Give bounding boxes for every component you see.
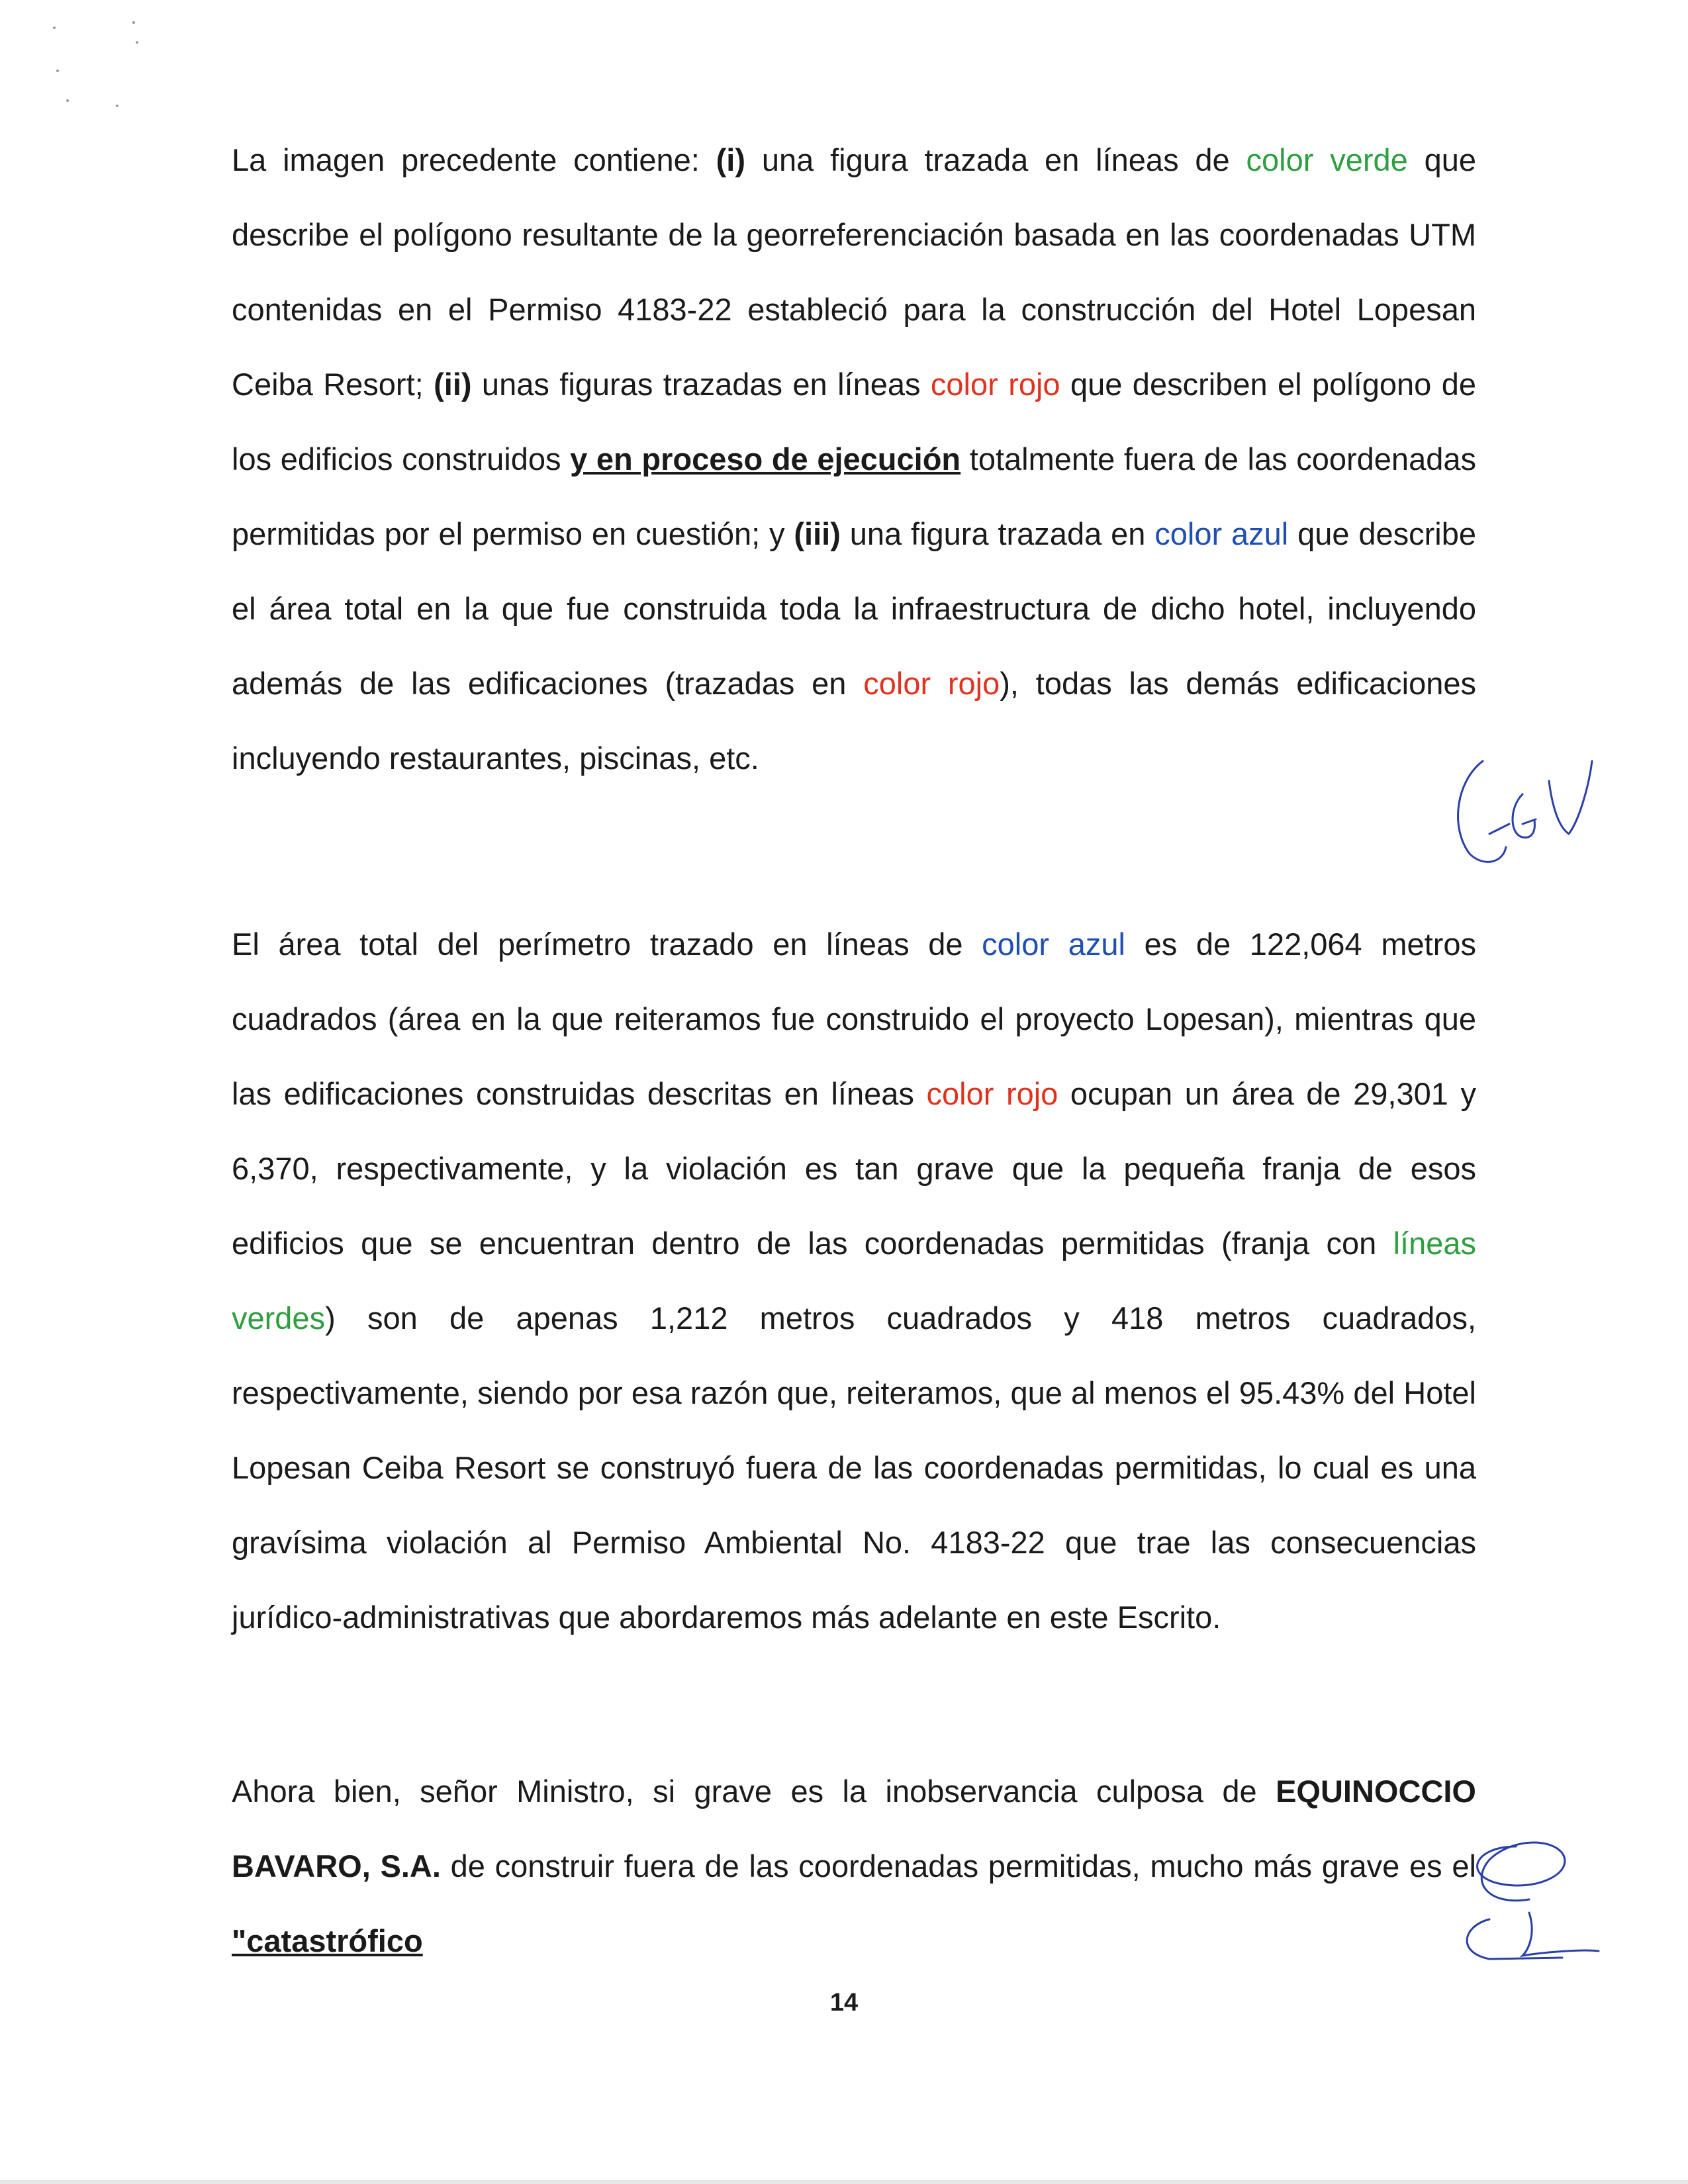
scan-speck [56,69,59,72]
emphasis-underlined: y en proceso de ejecución [570,441,961,477]
scan-speck [53,26,56,29]
page-number: 14 [829,1989,859,2017]
colored-term-red: color rojo [863,666,1000,701]
text-span: La imagen precedente contiene: [232,142,716,177]
text-span: totalmente fuera de las coordenadas permitidas por el permiso en cuestión; y [232,441,1476,551]
scan-edge [0,2180,1688,2184]
text-span: unas figuras trazadas en líneas [471,367,931,402]
text-span: ocupan un área de 29,301 y 6,370, respectivamente, y la violación es tan grave que la pequeña franja de esos edificios que se encuentran dentro de las coordenadas permitidas (franja con [232,1076,1476,1261]
handwritten-initials-signature [1443,754,1615,874]
scan-speck [66,99,69,102]
text-span: es de 122,064 metros cuadrados (área en la que reiteramos fue construido el proyecto Lopesan), mientras que las edificaciones construidas descritas en líneas [232,927,1476,1111]
text-span: ) son de apenas 1,212 metros cuadrados y 418 metros cuadrados, respectivamente, siendo por esa razón que, reiteramos, que al menos el 95.43% del Hotel Lopesan Ceiba Resort se construyó fuera de las coordenadas permitidas, lo cual es una gravísima violación al Permiso Ambiental No. 4183-22 que trae las consecuencias jurídico-administrativas que abordaremos más adelante en este Escrito. [232,1300,1476,1635]
text-span: una figura trazada en líneas de [745,142,1246,177]
scan-speck [116,105,118,107]
enumeration-label-i: (i) [716,142,746,177]
colored-term-blue: color azul [982,927,1125,962]
colored-term-green: líneas verdes [232,1226,1476,1336]
enumeration-label-ii: (ii) [434,367,472,402]
text-span: Ahora bien, señor Ministro, si grave es la inobservancia culposa de [232,1774,1276,1809]
handwritten-signature [1430,1833,1628,1979]
enumeration-label-iii: (iii) [794,516,841,551]
scan-speck [132,21,135,24]
text-span: de construir fuera de las coordenadas permitidas, mucho más grave es el [440,1848,1476,1884]
paragraph-3 [232,1754,1476,1978]
paragraph-1 [232,122,1476,796]
text-span: una figura trazada en [840,516,1155,551]
emphasis-underlined-quote: "catastrófico [232,1923,423,1958]
text-span: que describe el polígono resultante de la georreferenciación basada en las coordenadas UTM contenidas en el Permiso 4183-22 estableció para la construcción del Hotel Lopesan Ceiba Resort; [232,142,1477,402]
text-span: que describe el área total en la que fue construida toda la infraestructura de dicho hotel, incluyendo además de las edificaciones (trazadas en [232,516,1476,701]
paragraph-2 [232,907,1476,1655]
colored-term-blue: color azul [1154,516,1289,551]
scan-speck [136,41,138,44]
text-span: ), todas las demás edificaciones incluyendo restaurantes, piscinas, etc. [232,666,1476,776]
text-span: El área total del perímetro trazado en líneas de [232,927,982,962]
company-name: EQUINOCCIO BAVARO, S.A. [232,1774,1476,1884]
text-span: que describen el polígono de los edificios construidos [232,367,1477,477]
colored-term-green: color verde [1246,142,1408,177]
colored-term-red: color rojo [930,367,1060,402]
colored-term-red: color rojo [926,1076,1058,1111]
